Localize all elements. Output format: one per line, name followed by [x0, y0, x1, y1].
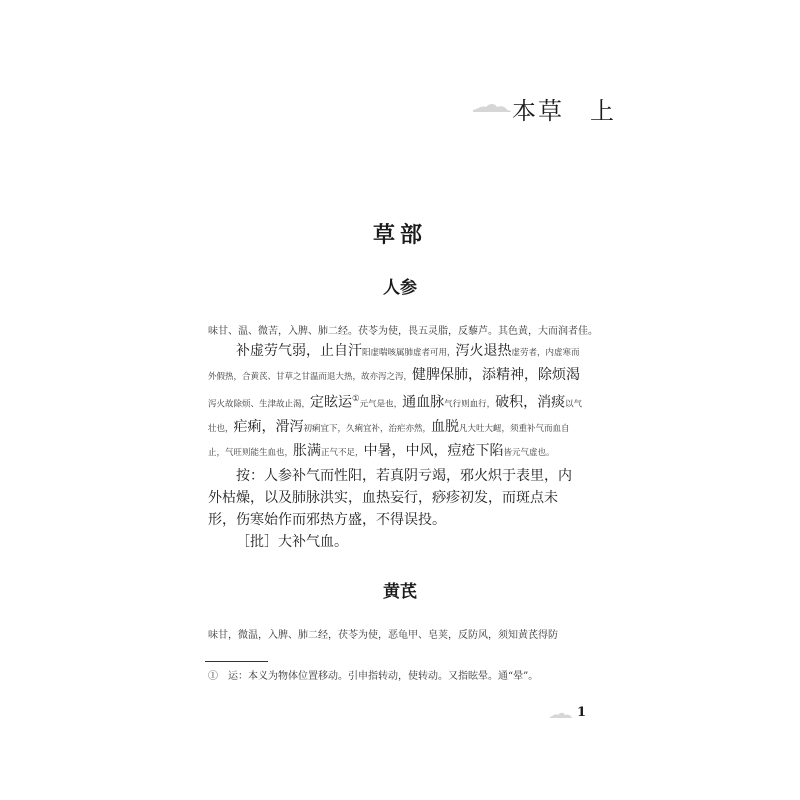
main-text: 定眩运	[310, 395, 353, 412]
main-text: 血脱	[431, 419, 460, 436]
note-text: 以气壮也，	[208, 400, 583, 435]
herb-properties: 味甘、温、微苦，入脾、肺二经。茯苓为使，畏五灵脂，反藜芦。其色黄，大而润者佳。	[208, 326, 598, 337]
section-title: 草部	[372, 223, 427, 248]
cloud-ornament-icon	[472, 101, 512, 115]
cloud-ornament-icon	[549, 710, 573, 720]
note-text: 皆元气虚也。	[503, 448, 555, 459]
footnote-marker: ①	[352, 394, 360, 405]
note-text: 虚劳者，内虚寒而外假热，合黄芪、甘草之甘温而退大热，故亦泻之泻，	[208, 348, 580, 383]
main-entry-paragraph	[208, 340, 583, 465]
main-text: 中暑，中风，痘疮下陷	[363, 443, 504, 460]
main-text: 泻火退热	[455, 343, 512, 359]
commentary-paragraph: 按：人参补气而性阳，若真阴亏竭，邪火炽于表里，内外枯燥，以及肺脉洪实，血热妄行，痧疹初发，而斑点未形，伤寒始作而邪热方盛，不得误投。	[208, 467, 572, 529]
chapter-title: 本草 上	[512, 97, 616, 125]
main-text: 健脾保肺，添精神，除烦渴	[412, 367, 581, 384]
main-text: 通血脉	[402, 395, 445, 412]
herb-body	[208, 340, 583, 553]
page-number: 1	[577, 705, 587, 720]
note-text: 初痢宜下，久痢宜补，治疟亦然，	[303, 424, 432, 435]
footnote-divider	[205, 661, 268, 662]
note-text: 泻火故除烦、生津故止渴，	[208, 400, 311, 411]
main-text: 胀满	[293, 443, 322, 460]
footnote: ① 运：本义为物体位置移动。引申指转动，使转动。又指眩晕。通“晕”。	[208, 671, 539, 682]
herb-properties: 味甘，微温，入脾、肺二经，茯苓为使，恶龟甲、皂荚，反防风，须知黄芪得防	[208, 630, 558, 641]
note-text: 气行则血行，	[444, 400, 496, 411]
note-text: 凡大吐大衄，须重补气而血自止，气旺则能生血也，	[208, 424, 570, 459]
note-text: 正气不足，	[321, 448, 364, 459]
note-text: 元气是也，	[359, 400, 403, 411]
main-text: 补虚劳气弱，止自汗	[236, 343, 362, 359]
note-text: 阳虚喘咳属肺虚者可用，	[362, 348, 456, 358]
annotation-paragraph: ［批］大补气血。	[236, 534, 348, 551]
main-text: 疟痢，滑泻	[233, 419, 304, 436]
main-text: 破积，消痰	[495, 395, 566, 412]
herb-title: 黄芪	[383, 582, 417, 602]
herb-title: 人参	[383, 278, 417, 298]
